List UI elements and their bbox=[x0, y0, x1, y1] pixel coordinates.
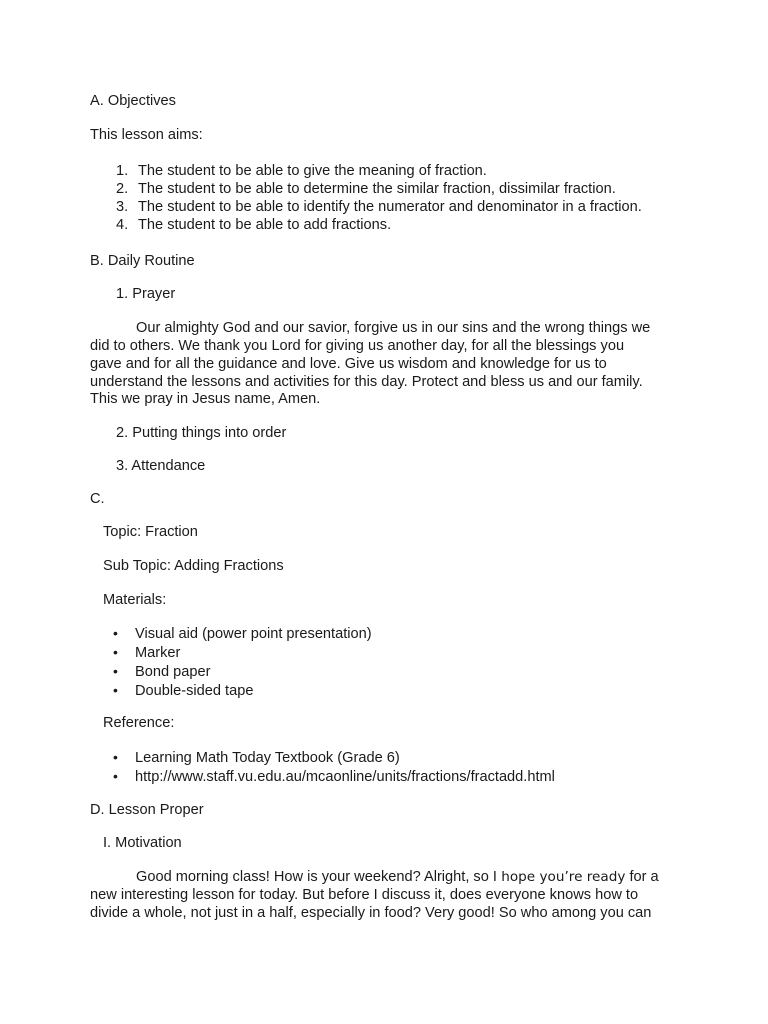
materials-heading: Materials: bbox=[103, 592, 167, 608]
prayer-heading: 1. Prayer bbox=[116, 286, 176, 302]
reference-text: Learning Math Today Textbook (Grade 6) bbox=[135, 750, 400, 766]
bullet-icon: • bbox=[113, 663, 118, 679]
objective-text: The student to be able to identify the numerator and denominator in a fraction. bbox=[138, 199, 642, 215]
objective-number: 1. bbox=[116, 163, 129, 179]
bullet-icon: • bbox=[113, 749, 118, 765]
motivation-line bbox=[136, 868, 659, 886]
motivation-line: new interesting lesson for today. But before I discuss it, does everyone knows how to bbox=[90, 887, 639, 903]
motivation-text-alt-font: I hope you’re ready bbox=[492, 869, 626, 885]
prayer-line: Our almighty God and our savior, forgive us in our sins and the wrong things we bbox=[136, 320, 651, 336]
objective-item bbox=[116, 198, 642, 216]
objective-item bbox=[116, 180, 616, 198]
prayer-line: This we pray in Jesus name, Amen. bbox=[90, 391, 321, 407]
objective-text: The student to be able to determine the similar fraction, dissimilar fraction. bbox=[138, 181, 616, 197]
motivation-text: for a bbox=[625, 869, 659, 885]
materials-list-item bbox=[113, 681, 253, 700]
attendance-heading: 3. Attendance bbox=[116, 458, 206, 474]
bullet-icon: • bbox=[113, 625, 118, 641]
reference-heading: Reference: bbox=[103, 715, 175, 731]
section-d-heading: D. Lesson Proper bbox=[90, 802, 204, 818]
sub-topic-line: Sub Topic: Adding Fractions bbox=[103, 558, 284, 574]
reference-list-item bbox=[113, 748, 400, 767]
reference-text: http://www.staff.vu.edu.au/mcaonline/units/fractions/fractadd.html bbox=[135, 769, 555, 785]
objective-number: 2. bbox=[116, 181, 129, 197]
prayer-line: gave and for all the guidance and love. Give us wisdom and knowledge for us to bbox=[90, 356, 607, 372]
motivation-text: Good morning class! How is your weekend? Alright, so bbox=[136, 869, 493, 885]
objective-text: The student to be able to give the meaning of fraction. bbox=[138, 163, 487, 179]
reference-list-item bbox=[113, 767, 555, 786]
bullet-icon: • bbox=[113, 768, 118, 784]
objective-item bbox=[116, 162, 487, 180]
motivation-line: divide a whole, not just in a half, especially in food? Very good! So who among you can bbox=[90, 905, 652, 921]
objective-text: The student to be able to add fractions. bbox=[138, 217, 392, 233]
materials-list-item bbox=[113, 662, 210, 681]
topic-line: Topic: Fraction bbox=[103, 524, 198, 540]
motivation-heading: I. Motivation bbox=[103, 835, 182, 851]
material-text: Bond paper bbox=[135, 664, 211, 680]
material-text: Double-sided tape bbox=[135, 683, 254, 699]
bullet-icon: • bbox=[113, 644, 118, 660]
order-heading: 2. Putting things into order bbox=[116, 425, 287, 441]
prayer-line: did to others. We thank you Lord for giving us another day, for all the blessings you bbox=[90, 338, 625, 354]
material-text: Marker bbox=[135, 645, 181, 661]
objective-item bbox=[116, 216, 391, 234]
section-c-heading: C. bbox=[90, 491, 105, 507]
objective-number: 4. bbox=[116, 217, 129, 233]
section-b-heading: B. Daily Routine bbox=[90, 253, 195, 269]
objective-number: 3. bbox=[116, 199, 129, 215]
bullet-icon: • bbox=[113, 682, 118, 698]
material-text: Visual aid (power point presentation) bbox=[135, 626, 372, 642]
section-a-heading: A. Objectives bbox=[90, 93, 176, 109]
section-a-intro: This lesson aims: bbox=[90, 127, 203, 143]
materials-list-item bbox=[113, 624, 372, 643]
prayer-line: understand the lessons and activities for this day. Protect and bless us and our family. bbox=[90, 374, 643, 390]
materials-list-item bbox=[113, 643, 180, 662]
